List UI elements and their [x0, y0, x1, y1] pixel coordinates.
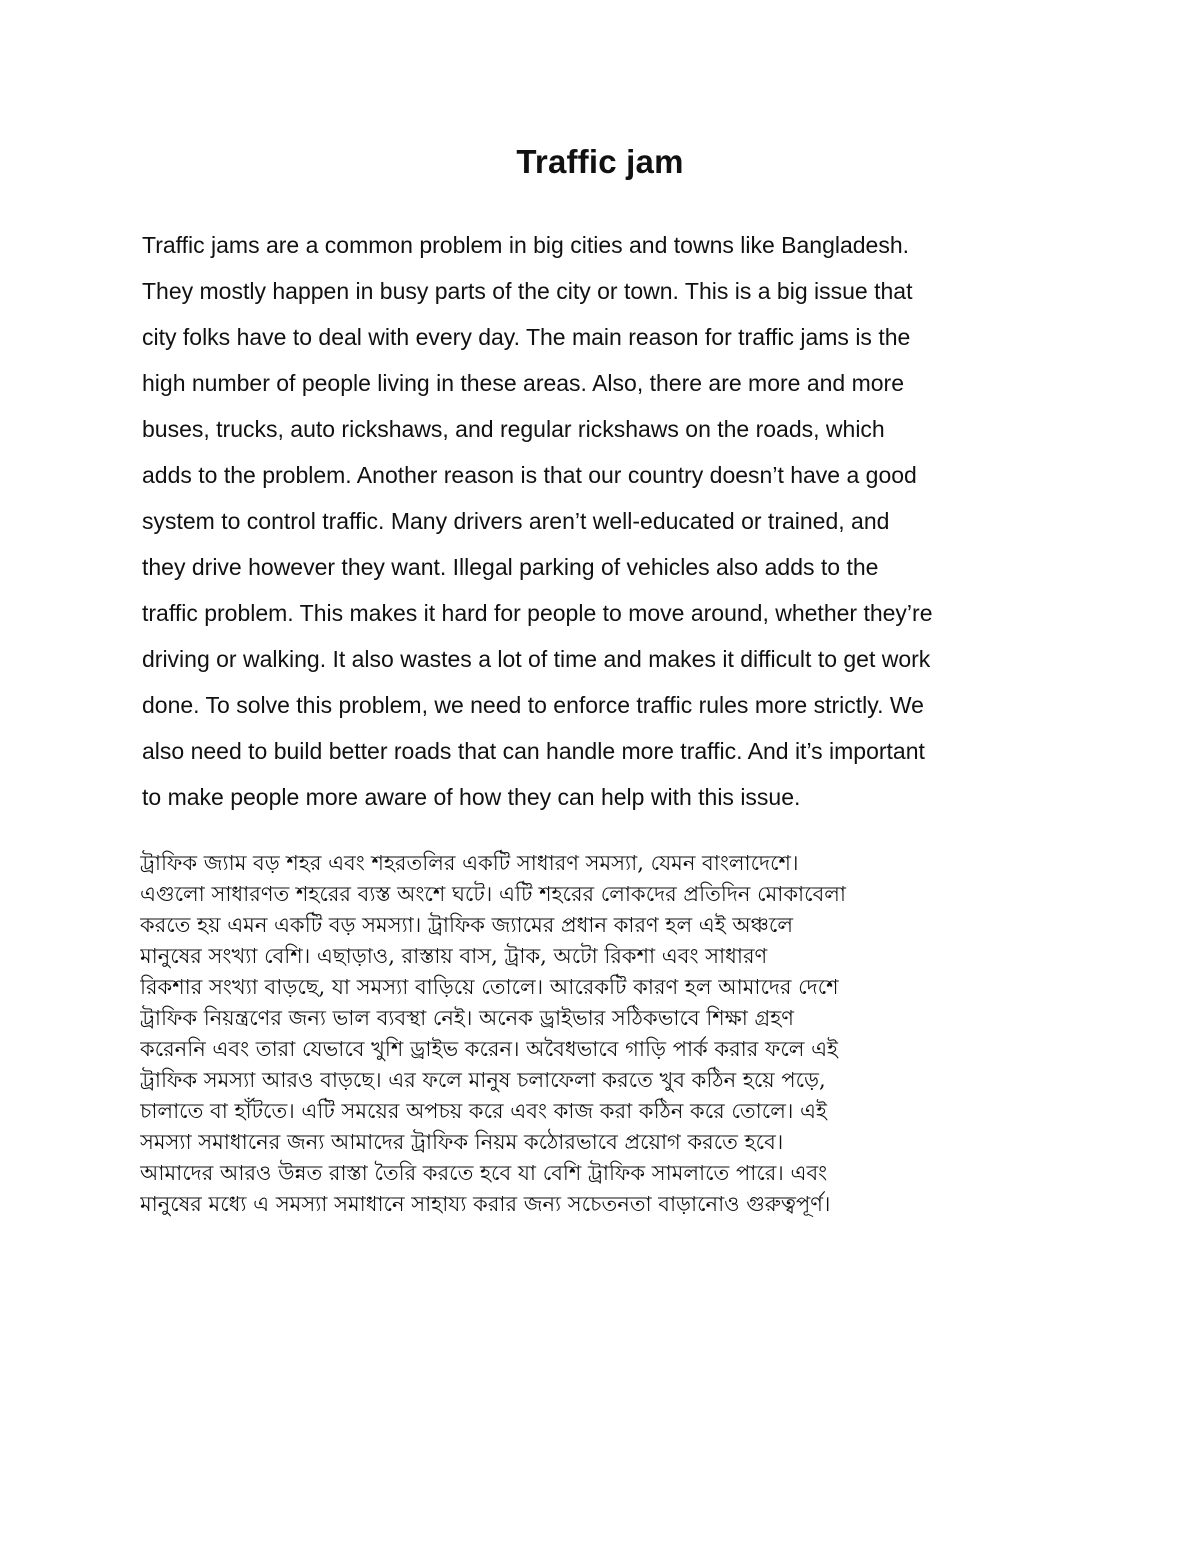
bangla-line: করেননি এবং তারা যেভাবে খুশি ড্রাইভ করেন। অবৈধভাবে গাড়ি পার্ক করার ফলে এই — [140, 1037, 838, 1061]
english-line: high number of people living in these areas. Also, there are more and more — [142, 370, 904, 396]
english-line: city folks have to deal with every day. The main reason for traffic jams is the — [142, 324, 911, 350]
english-line: driving or walking. It also wastes a lot of time and makes it difficult to get work — [142, 646, 931, 672]
english-line: Traffic jams are a common problem in big cities and towns like Bangladesh. — [142, 232, 910, 258]
bangla-line: মানুষের মধ্যে এ সমস্যা সমাধানে সাহায্য করার জন্য সচেতনতা বাড়ানোও গুরুত্বপূর্ণ। — [140, 1192, 831, 1216]
bangla-line: সমস্যা সমাধানের জন্য আমাদের ট্রাফিক নিয়ম কঠোরভাবে প্রয়োগ করতে হবে। — [140, 1130, 784, 1154]
english-line: adds to the problem. Another reason is that our country doesn’t have a good — [142, 462, 917, 488]
bangla-line: ট্রাফিক জ্যাম বড় শহর এবং শহরতলির একটি সাধারণ সমস্যা, যেমন বাংলাদেশে। — [140, 851, 799, 875]
bangla-line: ট্রাফিক নিয়ন্ত্রণের জন্য ভাল ব্যবস্থা নেই। অনেক ড্রাইভার সঠিকভাবে শিক্ষা গ্রহণ — [140, 1006, 794, 1030]
english-paragraph — [142, 222, 1082, 820]
bangla-paragraph — [140, 848, 1080, 1220]
english-line: system to control traffic. Many drivers aren’t well-educated or trained, and — [142, 508, 890, 534]
english-line: done. To solve this problem, we need to enforce traffic rules more strictly. We — [142, 692, 924, 718]
bangla-line: চালাতে বা হাঁটতে। এটি সময়ের অপচয় করে এবং কাজ করা কঠিন করে তোলে। এই — [140, 1099, 827, 1123]
bangla-line: এগুলো সাধারণত শহরের ব্যস্ত অংশে ঘটে। এটি শহরের লোকদের প্রতিদিন মোকাবেলা — [140, 882, 847, 906]
bangla-line: মানুষের সংখ্যা বেশি। এছাড়াও, রাস্তায় বাস, ট্রাক, অটো রিকশা এবং সাধারণ — [140, 944, 768, 968]
document-title: Traffic jam — [516, 143, 684, 180]
bangla-line: ট্রাফিক সমস্যা আরও বাড়ছে। এর ফলে মানুষ চলাফেলা করতে খুব কঠিন হয়ে পড়ে, — [140, 1068, 826, 1092]
english-line: also need to build better roads that can handle more traffic. And it’s important — [142, 738, 925, 764]
bangla-line: করতে হয় এমন একটি বড় সমস্যা। ট্রাফিক জ্যামের প্রধান কারণ হল এই অঞ্চলে — [140, 913, 793, 937]
english-line: They mostly happen in busy parts of the city or town. This is a big issue that — [142, 278, 913, 304]
english-line: traffic problem. This makes it hard for people to move around, whether they’re — [142, 600, 933, 626]
english-line: they drive however they want. Illegal parking of vehicles also adds to the — [142, 554, 879, 580]
bangla-line: আমাদের আরও উন্নত রাস্তা তৈরি করতে হবে যা বেশি ট্রাফিক সামলাতে পারে। এবং — [140, 1161, 828, 1185]
bangla-line: রিকশার সংখ্যা বাড়ছে, যা সমস্যা বাড়িয়ে তোলে। আরেকটি কারণ হল আমাদের দেশে — [140, 975, 839, 999]
english-line: to make people more aware of how they can help with this issue. — [142, 784, 801, 810]
english-line: buses, trucks, auto rickshaws, and regular rickshaws on the roads, which — [142, 416, 885, 442]
